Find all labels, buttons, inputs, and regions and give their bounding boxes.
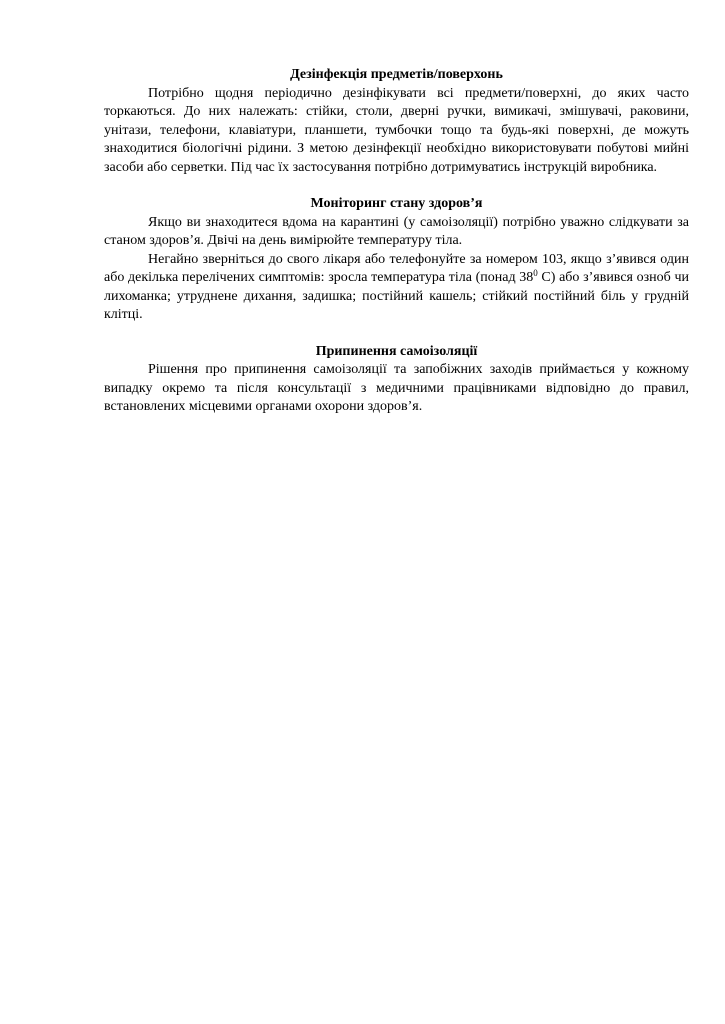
section-heading-disinfection: Дезінфекція предметів/поверхонь	[290, 67, 503, 82]
degree-superscript: 0	[533, 268, 538, 278]
section-disinfection	[104, 66, 689, 177]
urgent-text-before: Негайно зверніться до свого лікаря або телефонуйте за номером 103, якщо з’явився один або декілька перелічених симптомів: зросла температура тіла (понад 38	[104, 251, 689, 285]
section-heading-health-monitoring: Моніторинг стану здоров’я	[310, 196, 483, 211]
section-end-isolation	[104, 343, 689, 417]
document-body	[104, 66, 689, 435]
paragraph-health-monitoring: Якщо ви знаходитеся вдома на карантині (у самоізоляції) потрібно уважно слідкувати за станом здоров’я. Двічі на день вимірюйте температуру тіла.	[104, 214, 689, 248]
urgent-text-after: С) або з’явився озноб чи лихоманка; утруднене дихання, задишка; постійний кашель; стійкий постійний біль у грудній клітці.	[104, 270, 689, 322]
paragraph-urgent-contact	[104, 251, 689, 325]
section-heading-end-isolation: Припинення самоізоляції	[315, 343, 478, 359]
section-health-monitoring	[104, 195, 689, 325]
paragraph-end-isolation: Рішення про припинення самоізоляції та запобіжних заходів приймається у кожному випадку окремо та після консультації з медичними працівниками відповідно до правил, встановлених місцевими органами охорони здоров’я.	[104, 362, 689, 414]
paragraph-disinfection: Потрібно щодня періодично дезінфікувати всі предмети/поверхні, до яких часто торкаються. До них належать: стійки, столи, дверні ручки, вимикачі, змішувачі, раковини, унітази, телефони, клавіатури, планшети, тумбочки тощо та будь-які поверхні, де можуть знаходитися біологічні рідини. З метою дезінфекції необхідно використовувати побутові мийні засоби або серветки. Під час їх застосування потрібно дотримуватись інструкцій виробника.	[104, 85, 689, 175]
